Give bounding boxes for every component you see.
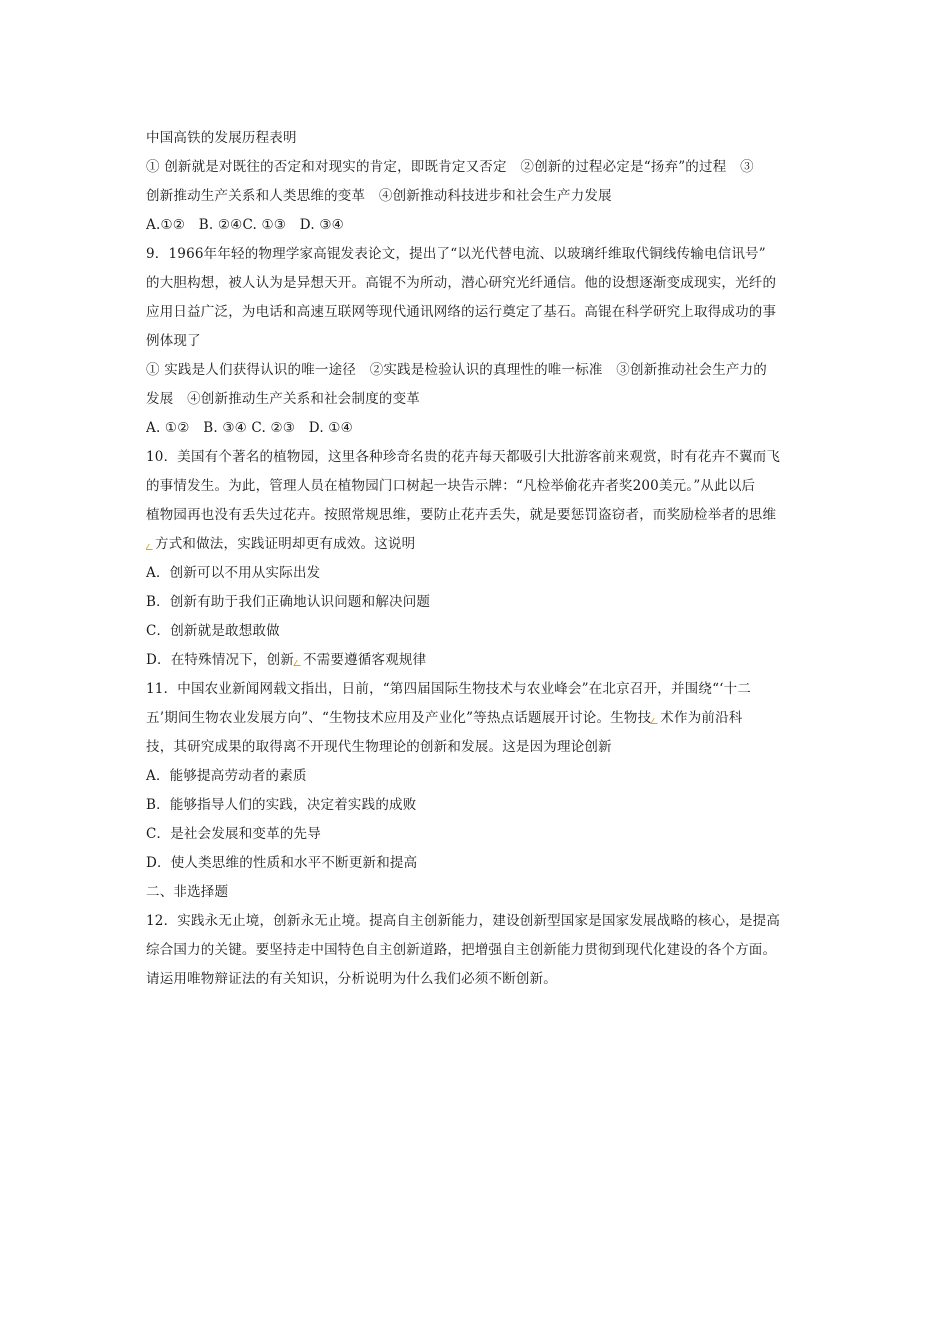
q11-option-c: C．是社会发展和变革的先导 (146, 826, 321, 842)
q11-stem-line-2-part-1: 五’期间生物农业发展方向”、“生物技术应用及产业化”等热点话题展开讨论。生物技 (146, 710, 652, 726)
q9-stem-line-1: 9．1966年年轻的物理学家高锟发表论文，提出了“以光代替电流、以玻璃纤维取代铜线传输电信讯号” (146, 246, 766, 262)
q11-option-d: D．使人类思维的性质和水平不断更新和提高 (146, 855, 418, 871)
q10-option-a: A．创新可以不用从实际出发 (146, 565, 321, 581)
q9-stem-line-2: 的大胆构想，被人认为是异想天开。高锟不为所动，潜心研究光纤通信。他的设想逐渐变成现实，光纤的 (146, 275, 777, 291)
q10-option-d-part-1: D．在特殊情况下，创新 (146, 652, 295, 668)
q8-options-line-2: 创新推动生产关系和人类思维的变革 ④创新推动科技进步和社会生产力发展 (146, 188, 612, 204)
q10-option-d (146, 646, 810, 675)
q12-stem-line-1: 12．实践永无止境，创新永无止境。提高自主创新能力，建设创新型国家是国家发展战略的核心，是提高 (146, 913, 781, 929)
q10-stem-line-1: 10．美国有个著名的植物园，这里各种珍奇名贵的花卉每天都吸引大批游客前来观赏，时有花卉不翼而飞 (146, 449, 781, 465)
q10-option-c: C．创新就是敢想敢做 (146, 623, 280, 639)
q10-option-b: B．创新有助于我们正确地认识问题和解决问题 (146, 594, 431, 610)
q11-stem-line-3: 技，其研究成果的取得离不开现代生物理论的创新和发展。这是因为理论创新 (146, 739, 612, 755)
q9-options-line-2: 发展 ④创新推动生产关系和社会制度的变革 (146, 391, 420, 407)
q8-choices: A.①② B. ②④C. ①③ D. ③④ (146, 217, 344, 233)
q11-option-b: B．能够指导人们的实践，决定着实践的成败 (146, 797, 417, 813)
q11-stem-line-1: 11．中国农业新闻网载文指出，日前，“第四届国际生物技术与农业峰会”在北京召开，并围绕“‘十二 (146, 681, 752, 697)
q10-stem-line-2: 的事情发生。为此，管理人员在植物园门口树起一块告示牌：“凡检举偷花卉者奖200美元。”从此以后 (146, 478, 756, 494)
q8-options-line-1: ① 创新就是对既往的否定和对现实的肯定，即既肯定又否定 ②创新的过程必定是“扬弃”的过程 ③ (146, 159, 754, 175)
q9-options-line-1: ① 实践是人们获得认识的唯一途径 ②实践是检验认识的真理性的唯一标准 ③创新推动社会生产力的 (146, 362, 767, 378)
q11-stem-line-2-part-2: 术作为前沿科 (660, 710, 743, 726)
q9-stem-line-3: 应用日益广泛，为电话和高速互联网等现代通讯网络的运行奠定了基石。高锟在科学研究上取得成功的事 (146, 304, 777, 320)
q11-option-a: A．能够提高劳动者的素质 (146, 768, 307, 784)
q9-stem-line-4: 例体现了 (146, 333, 201, 349)
document-page (146, 124, 810, 994)
q10-option-d-part-2: 不需要遵循客观规律 (303, 652, 427, 668)
q12-stem-line-3: 请运用唯物辩证法的有关知识，分析说明为什么我们必须不断创新。 (146, 971, 557, 987)
q9-choices: A. ①② B. ③④ C. ②③ D. ①④ (146, 420, 353, 436)
q11-stem-line-2 (146, 704, 810, 733)
q10-stem-line-3: 植物园再也没有丢失过花卉。按照常规思维，要防止花卉丢失，就是要惩罚盗窃者，而奖励检举者的思维 (146, 507, 777, 523)
section-heading: 二、非选择题 (146, 884, 229, 900)
q8-stem-tail: 中国高铁的发展历程表明 (146, 130, 297, 146)
q10-stem-line-4-text: 方式和做法，实践证明却更有成效。这说明 (155, 536, 416, 552)
q10-stem-line-4 (146, 530, 810, 559)
q12-stem-line-2: 综合国力的关键。要坚持走中国特色自主创新道路，把增强自主创新能力贯彻到现代化建设的各个方面。 (146, 942, 777, 958)
